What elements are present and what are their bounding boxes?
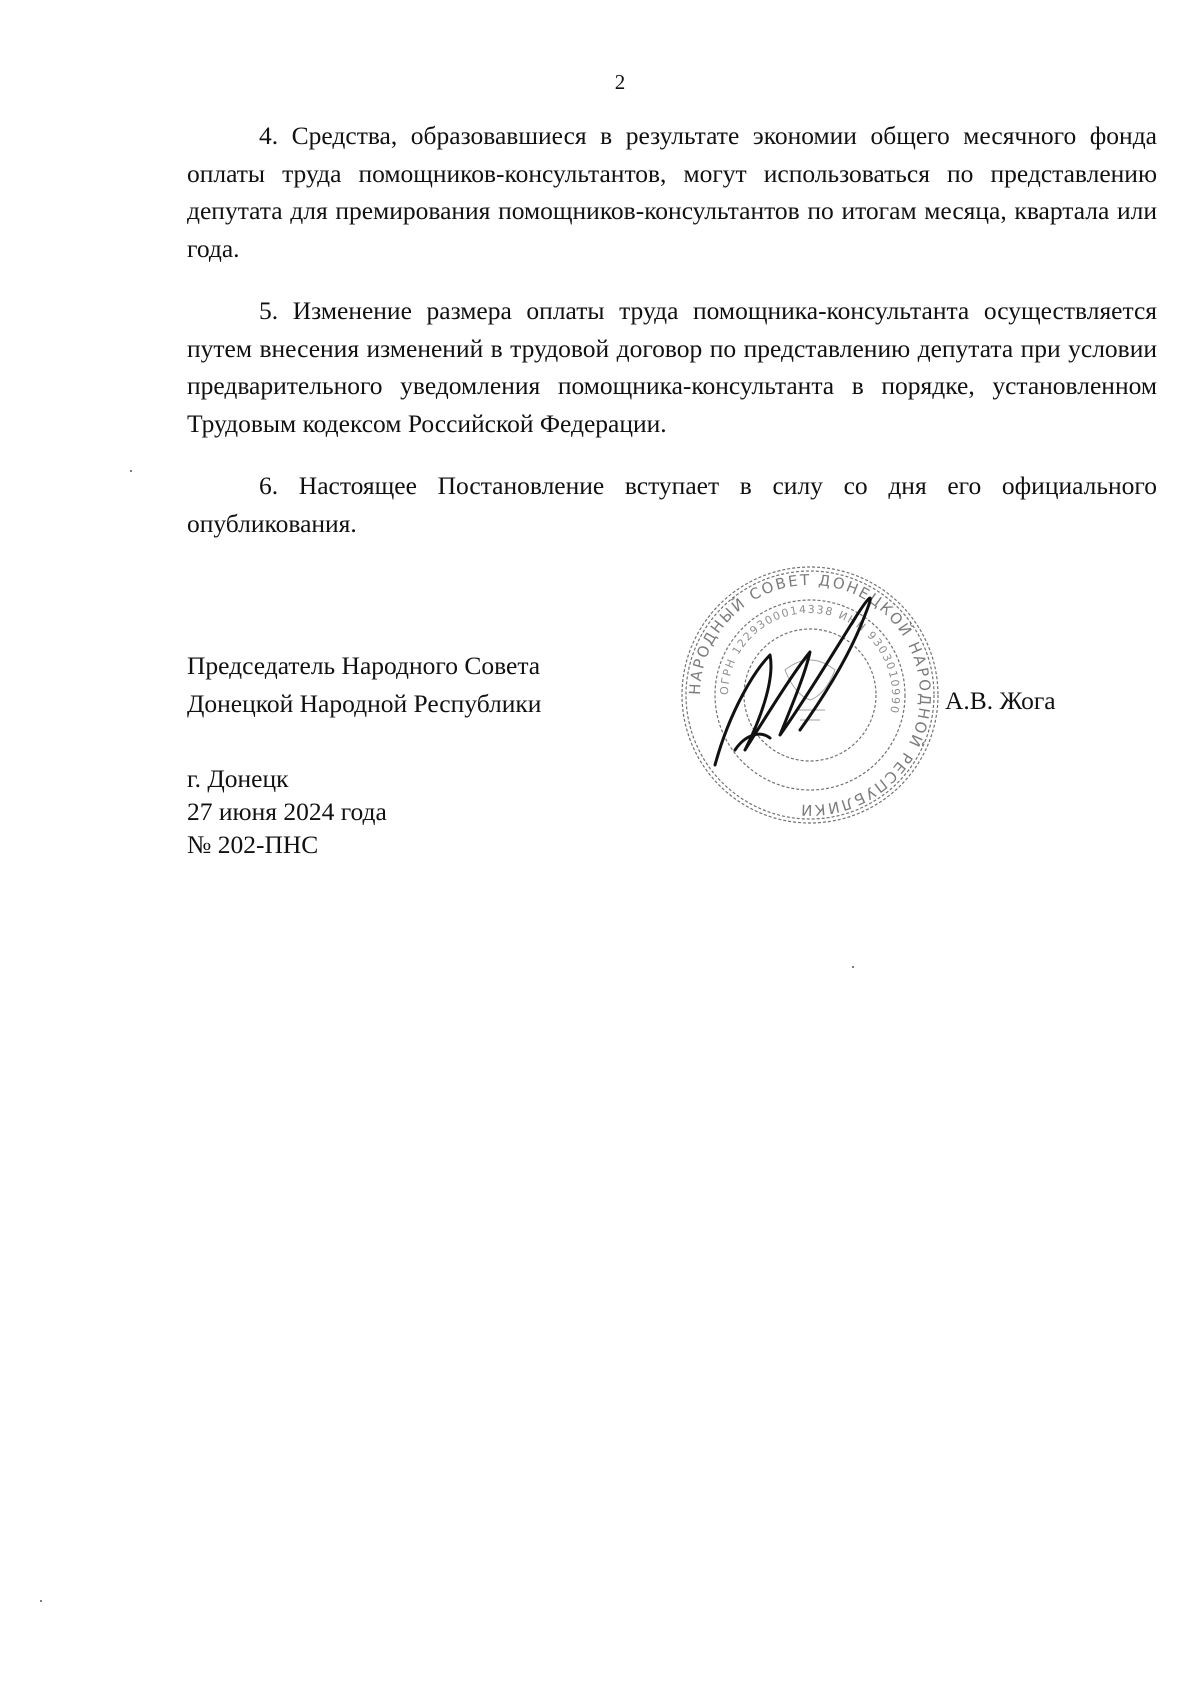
page-number: 2 <box>614 70 626 94</box>
seal-outer-text: НАРОДНЫЙ СОВЕТ ДОНЕЦКОЙ НАРОДНОЙ РЕСПУБЛИКИ <box>685 570 935 820</box>
paragraph-6: 6. Настоящее Постановление вступает в силу со дня его официального опубликования. <box>187 471 1157 538</box>
signatory-title <box>187 647 541 723</box>
official-seal-stamp <box>675 560 945 830</box>
signatory-title-line1: Председатель Народного Совета <box>187 651 541 680</box>
document-body <box>187 117 1157 567</box>
signatory-name: А.В. Жога <box>945 686 1056 715</box>
scan-speck <box>852 966 854 968</box>
svg-text:ОГРН 1229300014338 ИНН 9303010 <box>718 603 902 716</box>
seal-inner-text: ОГРН 1229300014338 ИНН 9303010990 <box>717 602 903 716</box>
scan-speck <box>130 470 132 472</box>
scan-speck <box>40 1600 42 1602</box>
paragraph-5: 5. Изменение размера оплаты труда помощника-консультанта осуществляется путем внесения изменений в трудовой договор по представлению депутата при условии предварительного уведомления помощника-консультанта в порядке, установленном Трудовым кодексом Российской Федерации. <box>187 296 1157 438</box>
signatory-title-line2: Донецкой Народной Республики <box>187 689 542 718</box>
date: 27 июня 2024 года <box>187 797 387 826</box>
document-footer <box>187 762 387 861</box>
paragraph-4: 4. Средства, образовавшиеся в результате экономии общего месячного фонда оплаты труда помощников-консультантов, могут использоваться по представлению депутата для премирования помощников-консультантов по итогам месяца, квартала или года. <box>187 121 1157 263</box>
document-number: № 202-ПНС <box>187 830 319 859</box>
city: г. Донецк <box>187 764 289 793</box>
